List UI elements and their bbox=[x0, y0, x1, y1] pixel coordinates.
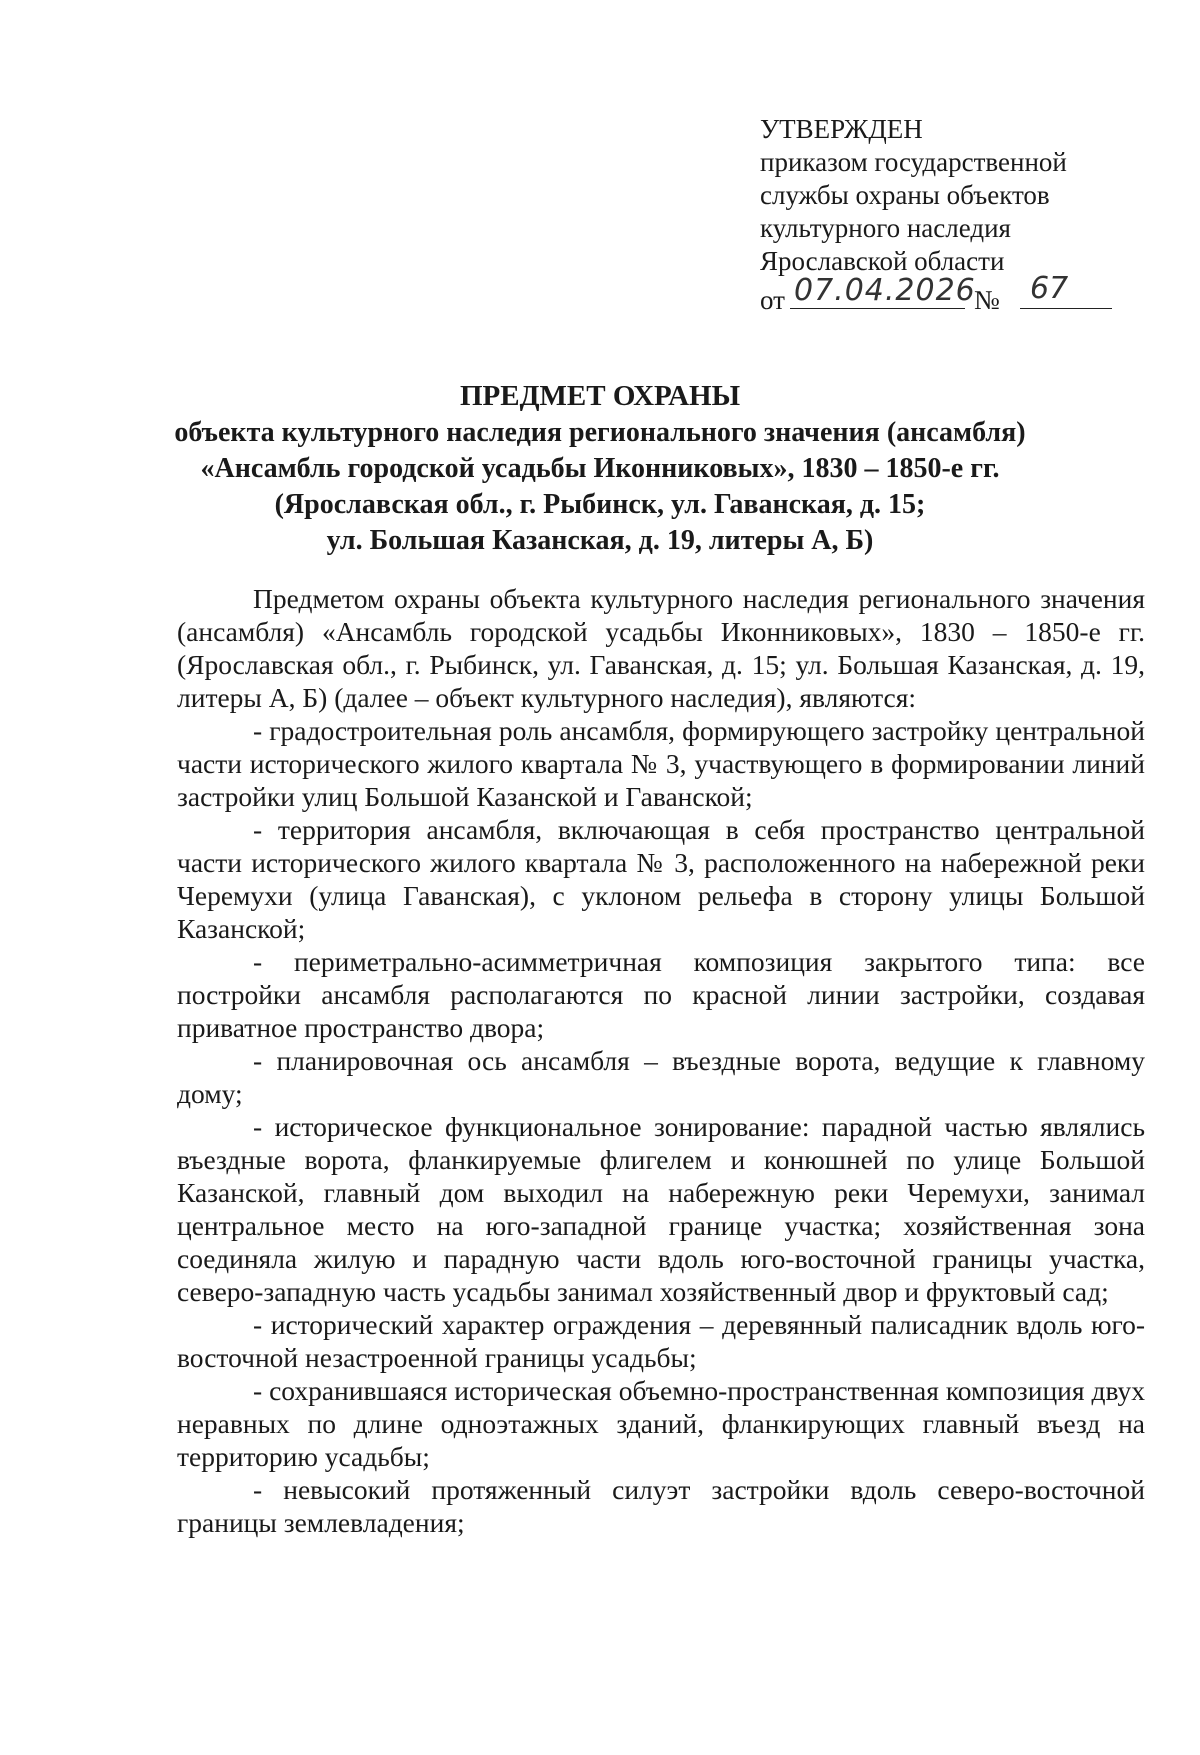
approval-line: Ярославской области bbox=[760, 246, 1005, 276]
number-underline bbox=[1020, 308, 1112, 309]
approval-line: приказом государственной bbox=[760, 147, 1067, 177]
list-item: - сохранившаяся историческая объемно-пространственная композиция двух неравных по длине одноэтажных зданий, фланкирующих главный въезд на территорию усадьбы; bbox=[177, 1375, 1145, 1472]
list-item: - периметрально-асимметричная композиция закрытого типа: все постройки ансамбля располагаются по красной линии застройки, создавая приватное пространство двора; bbox=[177, 946, 1145, 1043]
title-line: «Ансамбль городской усадьбы Иконниковых», 1830 – 1850-е гг. bbox=[200, 453, 1000, 484]
list-item: - невысокий протяженный силуэт застройки вдоль северо-восточной границы землевладения; bbox=[177, 1474, 1145, 1538]
title-main: ПРЕДМЕТ ОХРАНЫ bbox=[459, 380, 741, 412]
list-item: - историческое функциональное зонирование: парадной частью являлись въездные ворота, фланкируемые флигелем и конюшней по улице Большой Казанской, главный дом выходил на набережную реки Черемухи, занимал центральное место на юго-западной границе участка; хозяйственная зона соединяла жилую и парадную части вдоль юго-восточной границы участка, северо-западную часть усадьбы занимал хозяйственный двор и фруктовый сад; bbox=[177, 1111, 1145, 1307]
title-line: (Ярославская обл., г. Рыбинск, ул. Гаванская, д. 15; bbox=[274, 489, 926, 520]
title-line: ул. Большая Казанская, д. 19, литеры А, Б) bbox=[326, 525, 874, 556]
title-line: объекта культурного наследия регионального значения (ансамбля) bbox=[174, 417, 1026, 448]
handwritten-date: 07.04.2026 bbox=[794, 273, 976, 308]
date-prefix: от bbox=[760, 285, 785, 315]
document-title bbox=[160, 378, 1040, 559]
document-body bbox=[177, 582, 1145, 1539]
approval-stamp bbox=[760, 113, 1140, 322]
intro-paragraph: Предметом охраны объекта культурного наследия регионального значения (ансамбля) «Ансамбль городской усадьбы Иконниковых», 1830 – 1850-е гг. (Ярославская обл., г. Рыбинск, ул. Гаванская, д. 15; ул. Большая Казанская, д. 19, литеры А, Б) (далее – объект культурного наследия), являются: bbox=[177, 583, 1145, 713]
list-item: - градостроительная роль ансамбля, формирующего застройку центральной части исторического жилого квартала № 3, участвующего в формировании линий застройки улиц Большой Казанской и Гаванской; bbox=[177, 715, 1145, 812]
handwritten-number: 67 bbox=[1030, 271, 1069, 306]
list-item: - исторический характер ограждения – деревянный палисадник вдоль юго-восточной незастроенной границы усадьбы; bbox=[177, 1309, 1145, 1373]
approval-line: службы охраны объектов bbox=[760, 180, 1050, 210]
date-underline bbox=[790, 308, 965, 309]
list-item: - планировочная ось ансамбля – въездные ворота, ведущие к главному дому; bbox=[177, 1045, 1145, 1109]
approval-line: культурного наследия bbox=[760, 213, 1011, 243]
number-sign: № bbox=[974, 285, 1000, 315]
list-item: - территория ансамбля, включающая в себя пространство центральной части исторического жилого квартала № 3, расположенного на набережной реки Черемухи (улица Гаванская), с уклоном рельефа в сторону улицы Большой Казанской; bbox=[177, 814, 1145, 944]
approval-heading: УТВЕРЖДЕН bbox=[760, 114, 923, 144]
approval-date-line bbox=[760, 271, 1140, 322]
